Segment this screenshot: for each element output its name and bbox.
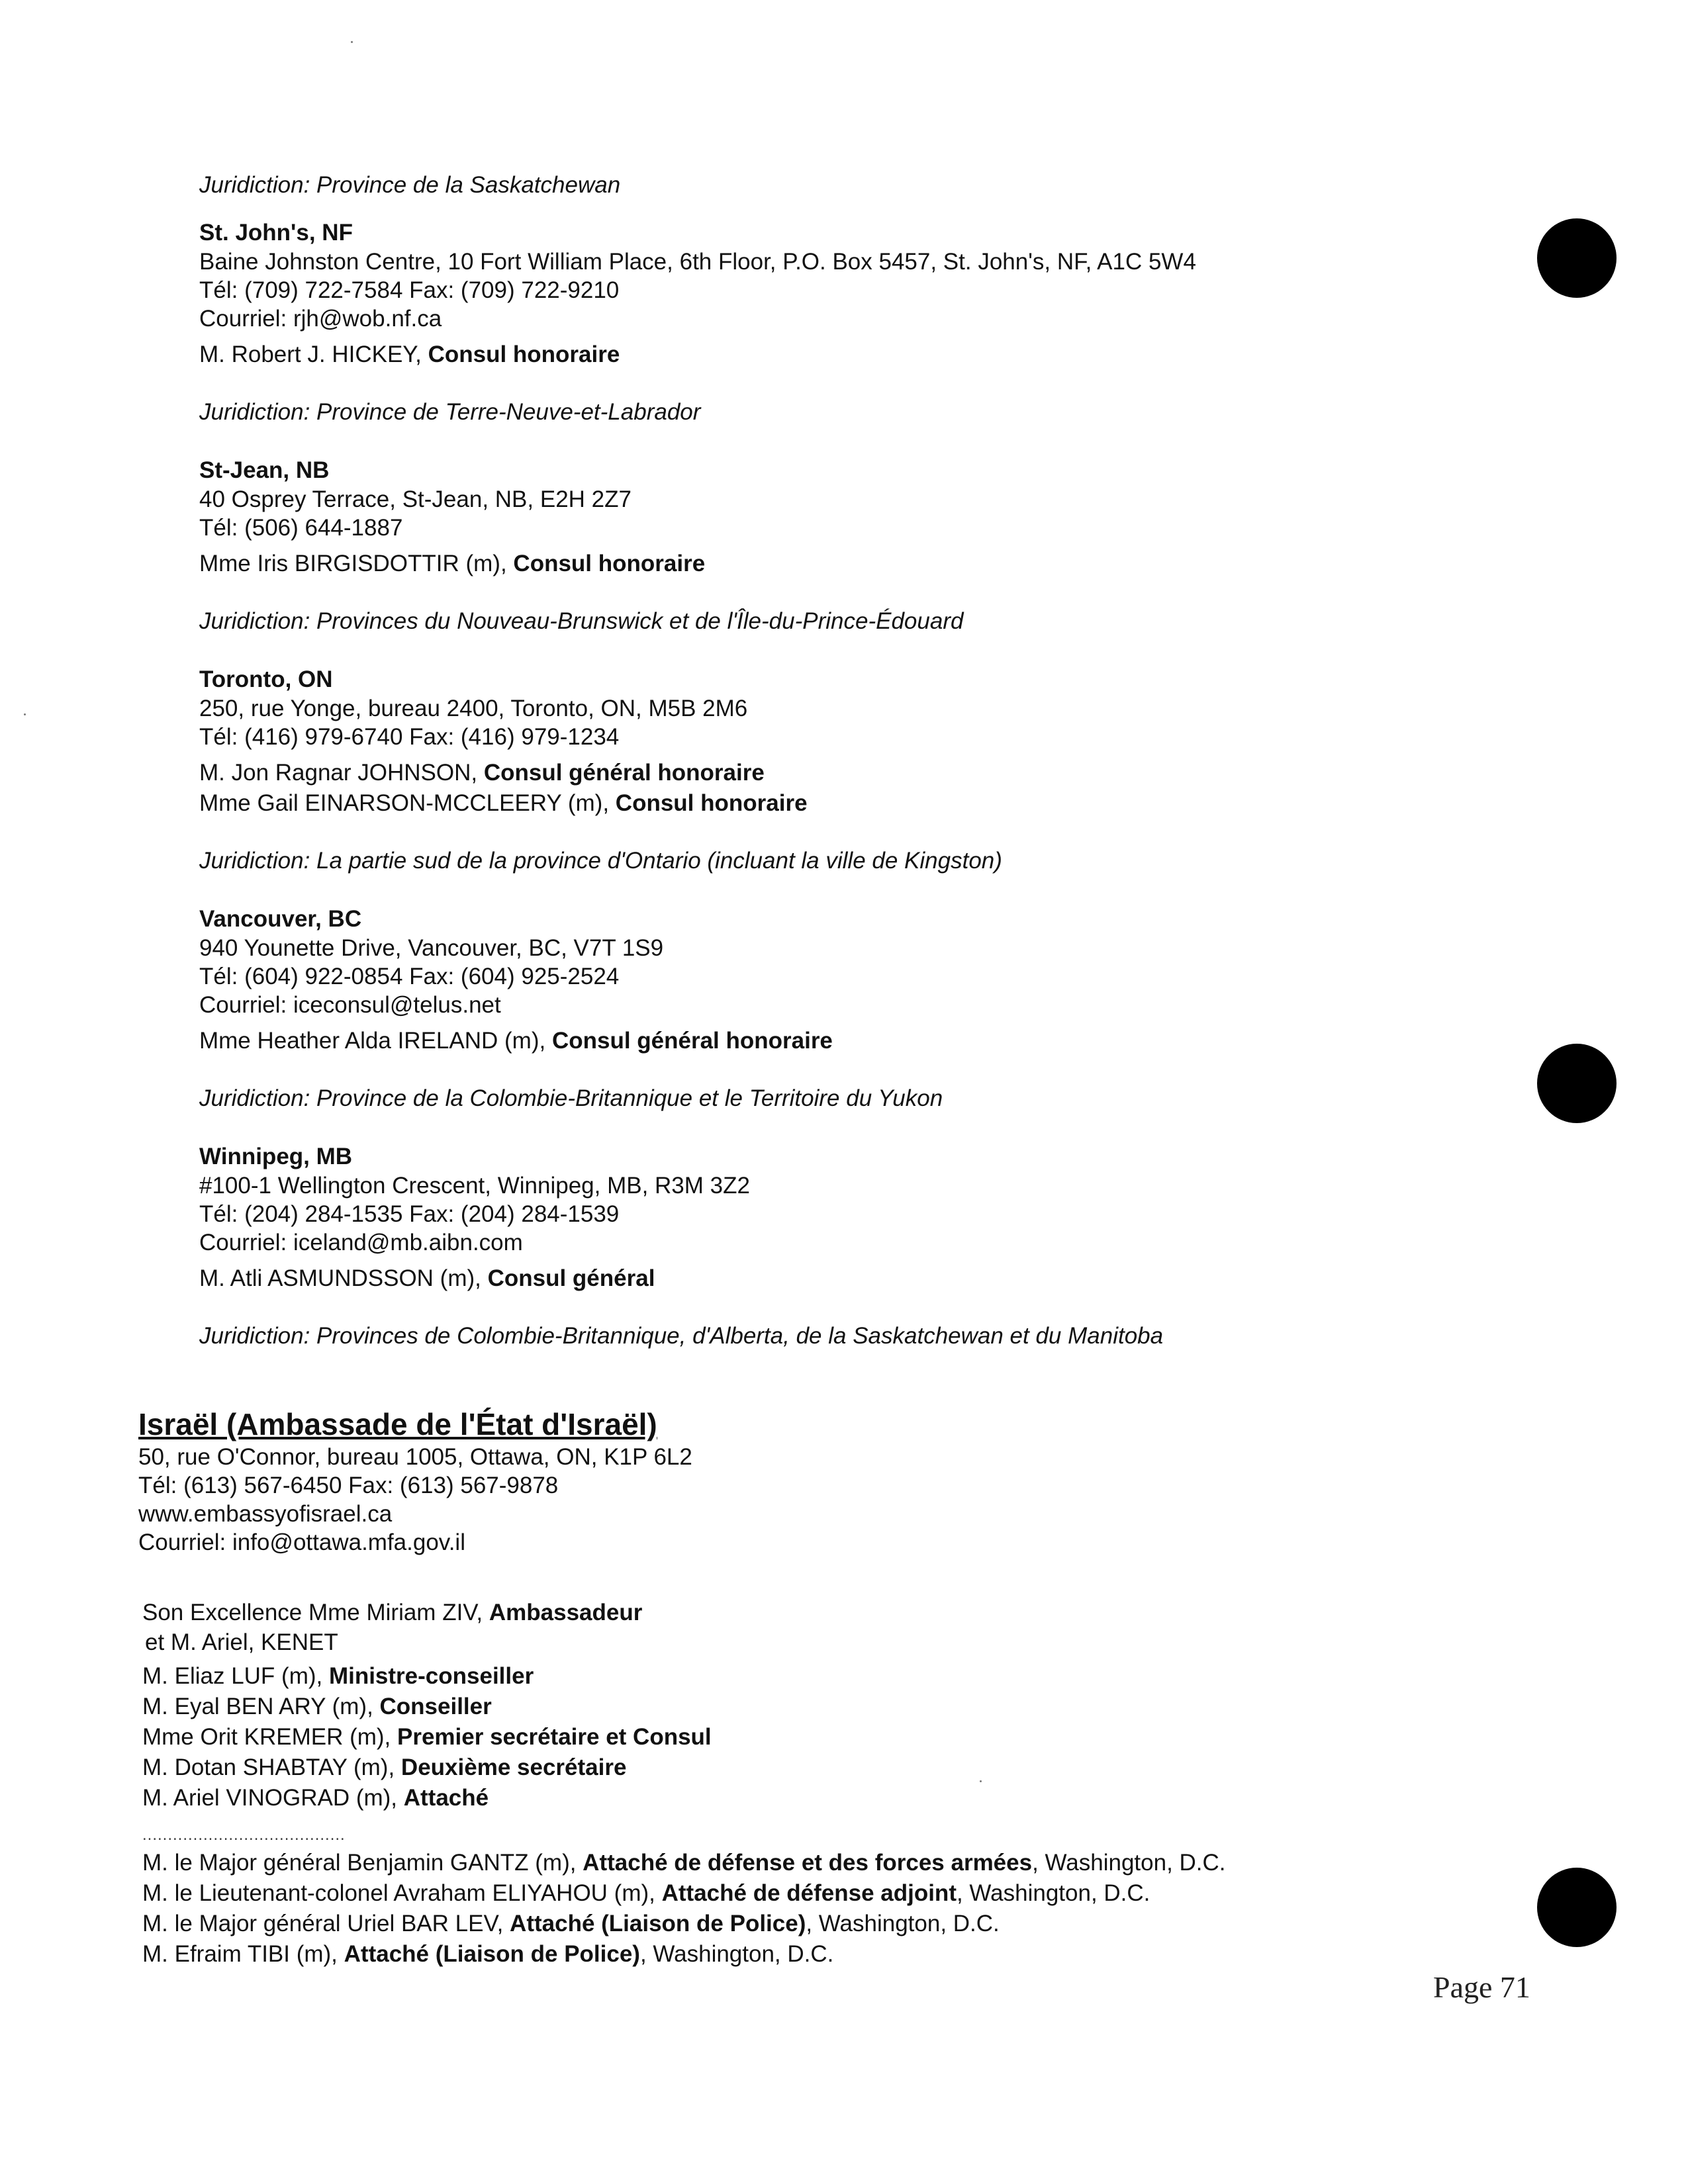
staff-title: Consul honoraire: [513, 551, 706, 576]
staff-title: Deuxième secrétaire: [400, 1754, 627, 1780]
staff-name: M. Dotan SHABTAY (m),: [142, 1754, 401, 1780]
staff-title: Consul honoraire: [615, 790, 808, 816]
staff-title: Attaché: [403, 1785, 489, 1811]
consulate-entry: [199, 665, 1490, 876]
page-number: Page 71: [1433, 1970, 1530, 2004]
consulate-city: Winnipeg, MB: [199, 1144, 353, 1169]
consulate-phone: Tél: (709) 722-7584 Fax: (709) 722-9210: [199, 277, 620, 303]
consulate-phone: Tél: (506) 644-1887: [199, 515, 403, 541]
consulate-address: 250, rue Yonge, bureau 2400, Toronto, ON, M5B 2M6: [199, 696, 748, 721]
consulate-entry: [199, 905, 1490, 1113]
consulate-phone: Tél: (416) 979-6740 Fax: (416) 979-1234: [199, 724, 620, 750]
embassy-staff-list: [138, 1598, 1528, 1845]
staff-line: [142, 1939, 1528, 1970]
staff-name: Mme Gail EINARSON-MCCLEERY (m),: [199, 790, 616, 816]
consulate-entry: [199, 1142, 1490, 1351]
consulates-section: [199, 171, 1490, 1380]
binder-hole-icon: [1537, 218, 1617, 298]
consulate-address: #100-1 Wellington Crescent, Winnipeg, MB, R3M 3Z2: [199, 1173, 750, 1199]
jurisdiction-note: Juridiction: Provinces de Colombie-Britannique, d'Alberta, de la Saskatchewan et du Manitoba: [199, 1323, 1164, 1349]
staff-line: [142, 1661, 1528, 1692]
scan-speck: [351, 41, 353, 43]
consulate-phone: Tél: (604) 922-0854 Fax: (604) 925-2524: [199, 964, 620, 989]
jurisdiction-note: Juridiction: Province de Terre-Neuve-et-Labrador: [199, 399, 701, 425]
embassy-address: 50, rue O'Connor, bureau 1005, Ottawa, ON, K1P 6L2: [138, 1444, 692, 1470]
consulate-entry: [199, 218, 1490, 427]
staff-title: Consul honoraire: [428, 341, 620, 367]
staff-name: M. Ariel VINOGRAD (m),: [142, 1785, 404, 1811]
staff-line: [142, 1752, 1528, 1783]
staff-line: [142, 1848, 1528, 1878]
consulate-city: St. John's, NF: [199, 220, 353, 246]
staff-title: Ministre-conseiller: [328, 1663, 534, 1689]
embassy-heading: Israël (Ambassade de l'État d'Israël): [138, 1407, 657, 1441]
staff-name: M. Eyal BEN ARY (m),: [142, 1694, 380, 1719]
staff-location: , Washington, D.C.: [639, 1941, 834, 1967]
consulate-phone: Tél: (204) 284-1535 Fax: (204) 284-1539: [199, 1201, 620, 1227]
embassy-section: [138, 1406, 1528, 1970]
ambassador-line: [142, 1598, 1528, 1628]
consulate-staff: [199, 1026, 1490, 1056]
consulate-email: Courriel: rjh@wob.nf.ca: [199, 306, 442, 332]
staff-title: Conseiller: [379, 1694, 492, 1719]
staff-name: M. Robert J. HICKEY,: [199, 341, 428, 367]
staff-name: Son Excellence Mme Miriam ZIV,: [142, 1600, 489, 1625]
binder-hole-icon: [1537, 1044, 1617, 1123]
staff-name: M. le Major général Benjamin GANTZ (m),: [142, 1850, 583, 1876]
consulate-staff: [199, 758, 1490, 788]
staff-line: [142, 1909, 1528, 1939]
consulate-staff: [199, 1263, 1490, 1294]
staff-name: Mme Orit KREMER (m),: [142, 1724, 397, 1750]
scan-speck: [24, 713, 26, 715]
embassy-email: Courriel: info@ottawa.mfa.gov.il: [138, 1529, 465, 1555]
staff-name: M. Efraim TIBI (m),: [142, 1941, 344, 1967]
staff-location: , Washington, D.C.: [1032, 1850, 1226, 1876]
embassy-website: www.embassyofisrael.ca: [138, 1501, 393, 1527]
consulate-staff: [199, 549, 1490, 579]
binder-hole-icon: [1537, 1868, 1617, 1947]
staff-name: M. Atli ASMUNDSSON (m),: [199, 1265, 488, 1291]
staff-title: Consul général honoraire: [551, 1028, 833, 1054]
staff-name: M. Jon Ragnar JOHNSON,: [199, 760, 484, 786]
consulate-email: Courriel: iceconsul@telus.net: [199, 992, 501, 1018]
staff-title: Attaché (Liaison de Police): [510, 1911, 806, 1936]
staff-name: Mme Heather Alda IRELAND (m),: [199, 1028, 552, 1054]
consulate-city: Vancouver, BC: [199, 906, 362, 932]
dotted-separator: ........................................: [142, 1826, 346, 1844]
staff-line: [142, 1878, 1528, 1909]
consulate-entry: [199, 456, 1490, 636]
jurisdiction-note: Juridiction: La partie sud de la province d'Ontario (incluant la ville de Kingston): [199, 848, 1002, 874]
staff-title: Attaché de défense et des forces armées: [583, 1850, 1033, 1876]
consulate-email: Courriel: iceland@mb.aibn.com: [199, 1230, 523, 1255]
staff-name: M. le Major général Uriel BAR LEV,: [142, 1911, 510, 1936]
staff-title: Consul général honoraire: [483, 760, 765, 786]
staff-title: Premier secrétaire et Consul: [397, 1724, 712, 1750]
scan-speck: [980, 1780, 982, 1782]
staff-title: Attaché de défense adjoint: [661, 1880, 957, 1906]
embassy-phone: Tél: (613) 567-6450 Fax: (613) 567-9878: [138, 1473, 559, 1498]
consulate-city: Toronto, ON: [199, 666, 333, 692]
staff-title: Attaché (Liaison de Police): [344, 1941, 640, 1967]
consulate-staff: [199, 788, 1490, 819]
staff-location: , Washington, D.C.: [806, 1911, 1000, 1936]
jurisdiction-note: Juridiction: Province de la Colombie-Britannique et le Territoire du Yukon: [199, 1085, 943, 1111]
staff-name: Mme Iris BIRGISDOTTIR (m),: [199, 551, 514, 576]
staff-name: M. le Lieutenant-colonel Avraham ELIYAHOU (m),: [142, 1880, 662, 1906]
jurisdiction-note: Juridiction: Provinces du Nouveau-Brunswick et de l'Île-du-Prince-Édouard: [199, 608, 964, 634]
consulate-staff: [199, 340, 1490, 370]
jurisdiction-note: Juridiction: Province de la Saskatchewan: [199, 172, 621, 198]
staff-title: Ambassadeur: [489, 1600, 643, 1625]
consulate-address: Baine Johnston Centre, 10 Fort William Place, 6th Floor, P.O. Box 5457, St. John's, NF, A1C 5W4: [199, 249, 1196, 275]
staff-name: M. Eliaz LUF (m),: [142, 1663, 329, 1689]
consulate-address: 940 Younette Drive, Vancouver, BC, V7T 1S9: [199, 935, 664, 961]
staff-line: [142, 1722, 1528, 1752]
staff-line: [142, 1783, 1528, 1813]
staff-title: Consul général: [487, 1265, 655, 1291]
consulate-address: 40 Osprey Terrace, St-Jean, NB, E2H 2Z7: [199, 486, 632, 512]
staff-line: [142, 1692, 1528, 1722]
washington-staff-list: [138, 1848, 1528, 1970]
ambassador-spouse: et M. Ariel, KENET: [145, 1629, 338, 1655]
staff-location: , Washington, D.C.: [956, 1880, 1150, 1906]
consulate-city: St-Jean, NB: [199, 457, 330, 483]
